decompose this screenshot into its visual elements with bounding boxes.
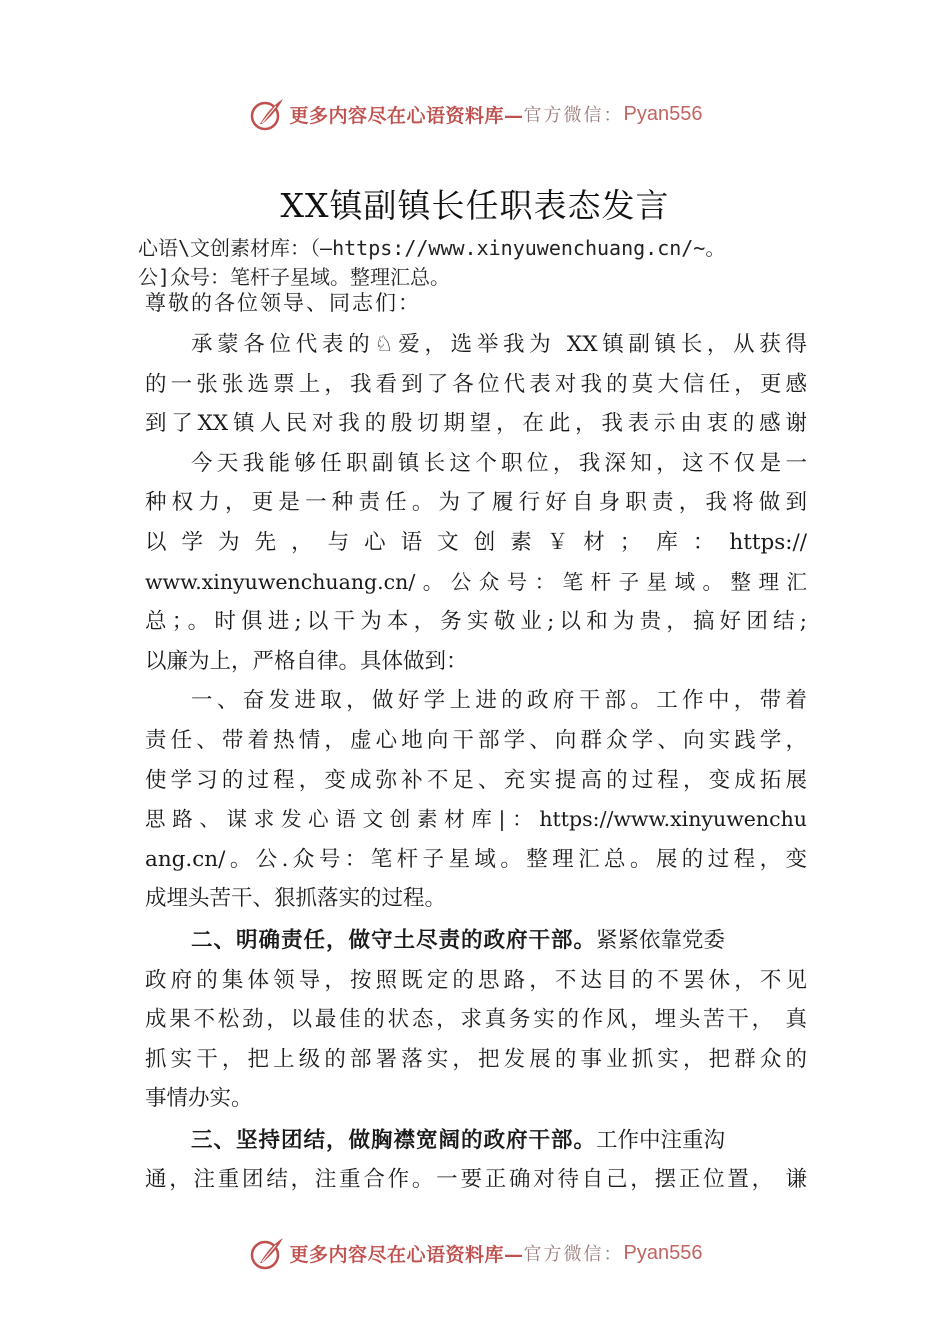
body-line: 使学习的过程，变成弥补不足、充实提高的过程，变成拓展 (145, 767, 807, 793)
brand-text: 更多内容尽在心语资料库— (289, 1243, 524, 1266)
body-line: 成果不松劲，以最佳的状态，求真务实的作风，埋头苦干， 真 (145, 1007, 807, 1033)
body-line: 种权力，更是一种责任。为了履行好自身职责，我将做到 (145, 490, 807, 516)
body-line: 的一张张选票上，我看到了各位代表对我的莫大信任，更感 (145, 371, 807, 397)
body-line: 以廉为上，严格自律。具体做到： (145, 648, 468, 674)
body-line: 成埋头苦干、狠抓落实的过程。 (145, 886, 447, 912)
body-line: 思路、谋求发心语文创素材库|：https://www.xinyuwenchu (145, 807, 807, 832)
greeting: 尊敬的各位领导、同志们： (145, 291, 421, 315)
top-banner (0, 92, 950, 136)
brand-text: 更多内容尽在心语资料库— (289, 104, 524, 127)
body-line: 到了XX镇人民对我的殷切期望，在此，我表示由衷的感谢 (145, 411, 807, 437)
body-line: ang.cn/。公.众号：笔杆子星域。整理汇总。展的过程，变 (145, 846, 807, 872)
body-line: 今天我能够任职副镇长这个职位，我深知，这不仅是一 (191, 450, 807, 476)
section-2-first-line (145, 921, 807, 961)
wechat-label: 官方微信： (523, 105, 624, 126)
section-3-lead: 工作中注重沟 (596, 1127, 726, 1153)
source-line-1: 心语\文创素材库：（—https://www.xinyuwenchuang.cn/~。 (138, 236, 726, 260)
body-line: www.xinyuwenchuang.cn/。公众号：笔杆子星域。整理汇 (145, 569, 807, 594)
body-line: 抓实干，把上级的部署落实，把发展的事业抓实，把群众的 (145, 1046, 807, 1072)
wechat-id: Pyan556 (623, 102, 703, 125)
body-line: 政府的集体领导，按照既定的思路，不达目的不罢休，不见 (145, 967, 807, 993)
pen-feather-icon (248, 1233, 288, 1273)
wechat-label: 官方微信： (523, 1244, 624, 1265)
body-line: 通，注重团结，注重合作。一要正确对待自己，摆正位置， 谦 (145, 1167, 807, 1193)
body-line: 一、奋发进取，做好学上进的政府干部。工作中，带着 (191, 688, 807, 714)
body-line: 总；。时俱进;以干为本，务实敬业;以和为贵，搞好团结; (145, 609, 807, 635)
wechat-id: Pyan556 (623, 1241, 703, 1264)
pen-feather-icon (248, 94, 288, 134)
body-line: 事情办实。 (145, 1086, 253, 1112)
body-line: 承蒙各位代表的♘爱，选举我为 XX镇副镇长，从获得 (191, 332, 807, 357)
bottom-banner (0, 1231, 950, 1275)
page-title: XX镇副镇长任职表态发言 (280, 186, 670, 225)
body-line: 责任、带着热情，虚心地向干部学、向群众学、向实践学， (145, 727, 807, 753)
section-2-lead: 紧紧依靠党委 (596, 927, 726, 953)
section-3-heading: 三、坚持团结，做胸襟宽阔的政府干部。 (191, 1127, 597, 1153)
document-body (145, 325, 807, 1200)
section-3-first-line (145, 1121, 807, 1161)
section-2-heading: 二、明确责任，做守土尽责的政府干部。 (191, 927, 597, 953)
body-line: 以学为先，与心语文创素￥材；库：https:// (145, 529, 807, 555)
source-line-2: 公]众号：笔杆子星域。整理汇总。 (138, 265, 451, 289)
